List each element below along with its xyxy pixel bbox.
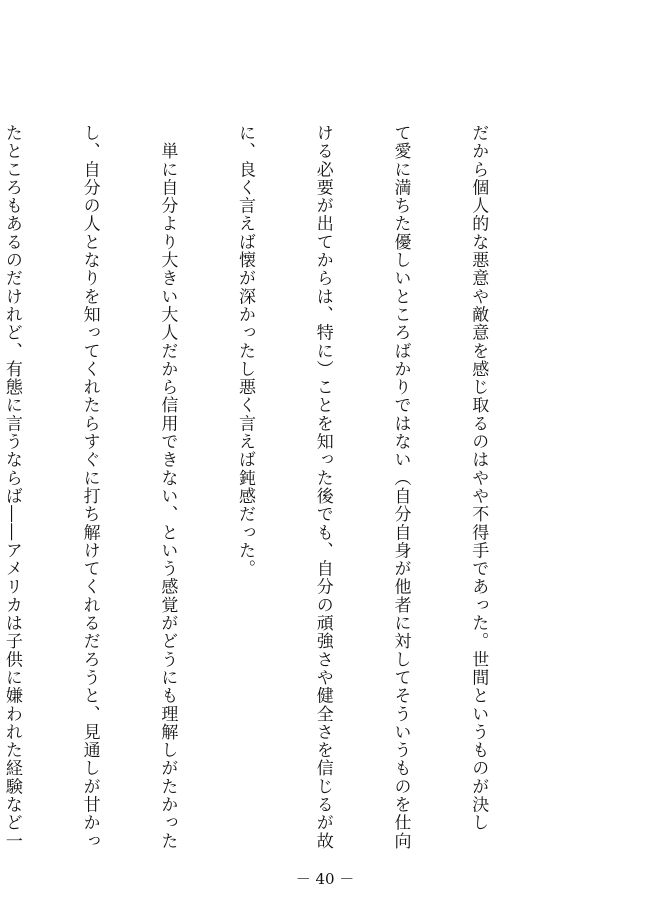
vertical-text-body: [0, 124, 542, 850]
text-line: に、良く言えば懐が深かったし悪く言えば鈍感だった。: [235, 124, 256, 578]
page-number: － 40 －: [295, 870, 355, 888]
text-line: だから個人的な悪意や敵意を感じ取るのはやや不得手であった。世間というものが決し: [468, 124, 489, 832]
text-line: 単に自分より大きい大人だから信用できない、という感覚がどうにも理解しがたかった: [157, 124, 178, 850]
text-line: し、自分の人となりを知ってくれたらすぐに打ち解けてくれるだろうと、見通しが甘かっ: [79, 124, 100, 850]
text-line: たところもあるのだけれど、有態に言うならば――アメリカは子供に嫌われた経験など一: [1, 124, 22, 850]
text-line: ける必要が出てからは、特に）ことを知った後でも、自分の頑強さや健全さを信じるが故: [312, 124, 333, 850]
text-line: て愛に満ちた優しいところばかりではない（自分自身が他者に対してそういうものを仕向: [390, 124, 411, 850]
